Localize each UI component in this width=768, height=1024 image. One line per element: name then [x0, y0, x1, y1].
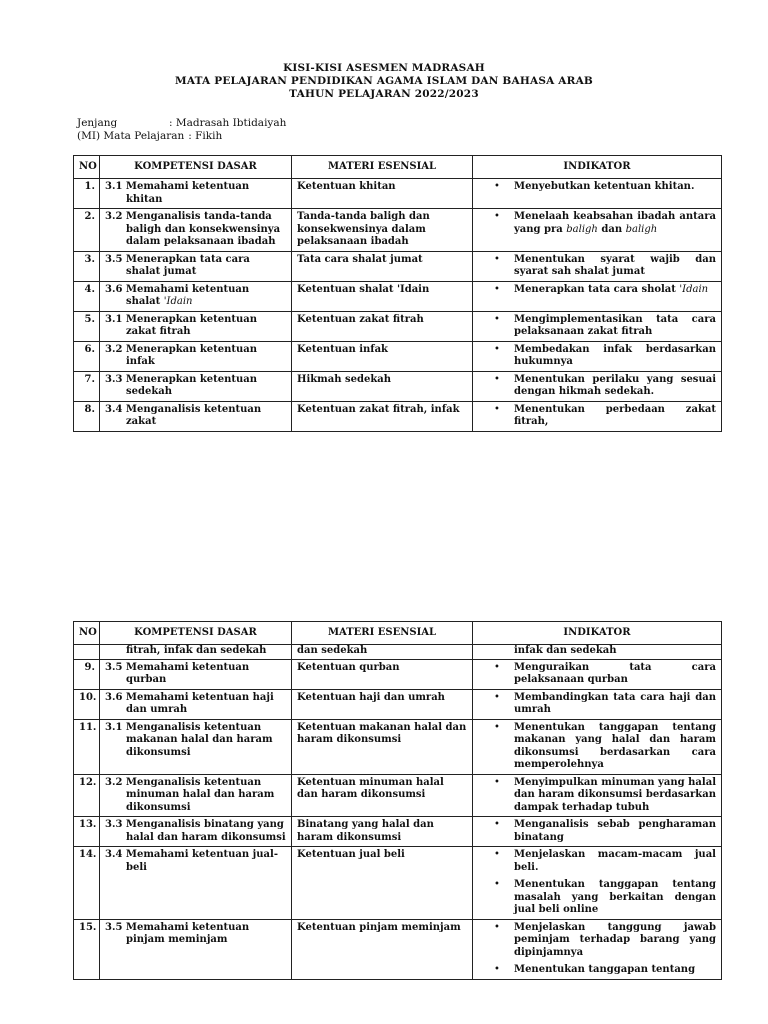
- kompetensi-text: [105, 374, 286, 399]
- indikator-list: [478, 314, 716, 339]
- cell-materi: Ketentuan zakat fitrah: [292, 311, 473, 341]
- kompetensi-number: 3.4: [105, 849, 123, 860]
- cell-no: 2.: [74, 209, 100, 252]
- kompetensi-number: 3.6: [105, 691, 123, 703]
- cell-materi: Ketentuan zakat fitrah, infak: [292, 401, 473, 431]
- cell-materi: Ketentuan jual beli: [292, 847, 473, 920]
- table-row: [74, 919, 722, 979]
- indikator-list: [478, 181, 716, 194]
- cell-indikator: [473, 817, 722, 847]
- table-row: [74, 719, 722, 774]
- kompetensi-number: 3.1: [105, 181, 123, 192]
- cell-kompetensi: [100, 401, 292, 431]
- cell-indikator: [473, 371, 722, 401]
- cell-kompetensi: [100, 251, 292, 281]
- indikator-item: • Menentukan perbedaan zakat fitrah,: [478, 404, 716, 429]
- cell-kompetensi: [100, 689, 292, 719]
- cell-kompetensi: [100, 659, 292, 689]
- table-row: [74, 179, 722, 209]
- indikator-item: • Membedakan infak berdasarkan hukumnya: [478, 344, 716, 369]
- cell-materi: Tanda-tanda baligh dan konsekwensinya dalam pelaksanaan ibadah: [292, 209, 473, 252]
- indikator-list: [478, 692, 716, 717]
- kompetensi-number: 3.5: [105, 661, 123, 673]
- cell-kompetensi: [100, 719, 292, 774]
- cell-kompetensi: [100, 311, 292, 341]
- indikator-italic: baligh: [566, 223, 598, 235]
- kompetensi-label: Menganalisis tanda-tanda baligh dan konsekwensinya dalam pelaksanaan ibadah: [125, 211, 281, 247]
- cell-no: 5.: [74, 311, 100, 341]
- kompetensi-label: Memahami ketentuan haji dan umrah: [125, 691, 274, 715]
- col-indikator: INDIKATOR: [473, 156, 722, 179]
- cell-indikator: [473, 774, 722, 817]
- cell-indikator: [473, 689, 722, 719]
- cell-no: 3.: [74, 251, 100, 281]
- cell-no: 6.: [74, 341, 100, 371]
- kisi-table-page-1: [73, 155, 722, 432]
- table-body-1: [74, 179, 722, 432]
- indikator-list: [478, 777, 716, 815]
- cell-kompetensi: [100, 209, 292, 252]
- indikator-list: [478, 211, 716, 236]
- cell-kompetensi: [100, 919, 292, 979]
- cell-materi: Ketentuan haji dan umrah: [292, 689, 473, 719]
- kompetensi-number: 3.2: [105, 343, 123, 355]
- kompetensi-number: 3.2: [105, 776, 123, 788]
- cell-materi: Ketentuan infak: [292, 341, 473, 371]
- kompetensi-label: Memahami ketentuan qurban: [125, 661, 250, 685]
- table-body-2: [74, 645, 722, 980]
- mapel-value: : Fikih: [188, 130, 223, 142]
- cell-no: 7.: [74, 371, 100, 401]
- indikator-list: [478, 662, 716, 687]
- kompetensi-text: [105, 777, 286, 815]
- cell-indikator: [473, 401, 722, 431]
- cell-materi: Ketentuan minuman halal dan haram dikonsumsi: [292, 774, 473, 817]
- kisi-table-page-2: [73, 621, 722, 980]
- cell-no: 1.: [74, 179, 100, 209]
- indikator-item: • Menjelaskan macam-macam jual beli.: [478, 849, 716, 874]
- jenjang-value: : Madrasah Ibtidaiyah: [169, 117, 287, 129]
- kompetensi-text: [105, 849, 286, 874]
- indikator-item: • Menentukan tanggapan tentang masalah yang berkaitan dengan jual beli online: [478, 879, 716, 917]
- indikator-list: [478, 922, 716, 977]
- mapel-label: (MI) Mata Pelajaran: [77, 130, 185, 142]
- kompetensi-number: 3.5: [105, 253, 123, 265]
- indikator-text: Menelaah keabsahan ibadah antara yang pra: [514, 211, 716, 235]
- table-row: [74, 341, 722, 371]
- kompetensi-text: [105, 819, 286, 844]
- table-row: [74, 817, 722, 847]
- kompetensi-number: 3.3: [105, 373, 123, 385]
- kompetensi-text: [105, 314, 286, 339]
- indikator-item: • Menyimpulkan minuman yang halal dan haram dikonsumsi berdasarkan dampak terhadap tubuh: [478, 777, 716, 815]
- indikator-item: • Menentukan syarat wajib dan syarat sah shalat jumat: [478, 254, 716, 279]
- kompetensi-number: 3.2: [105, 211, 123, 222]
- table-row: [74, 689, 722, 719]
- indikator-item: • Menentukan tanggapan tentang: [478, 964, 716, 977]
- cell-materi: Hikmah sedekah: [292, 371, 473, 401]
- indikator-italic: baligh: [625, 223, 658, 235]
- indikator-item: • Menjelaskan tanggung jawab peminjam terhadap barang yang dipinjamnya: [478, 922, 716, 960]
- cell-kompetensi: fitrah, infak dan sedekah: [100, 645, 292, 660]
- indikator-item: [478, 284, 716, 297]
- indikator-item: • Mengimplementasikan tata cara pelaksanaan zakat fitrah: [478, 314, 716, 339]
- kompetensi-label: Menganalisis ketentuan minuman halal dan haram dikonsumsi: [125, 776, 275, 813]
- cell-materi: dan sedekah: [292, 645, 473, 660]
- kompetensi-text: [105, 344, 286, 369]
- cell-no: 11.: [74, 719, 100, 774]
- indikator-item: • Membandingkan tata cara haji dan umrah: [478, 692, 716, 717]
- kompetensi-label: Menerapkan tata cara shalat jumat: [125, 253, 250, 277]
- col-kompetensi-dasar: KOMPETENSI DASAR: [100, 156, 292, 179]
- table-row: [74, 311, 722, 341]
- cell-indikator: [473, 847, 722, 920]
- kompetensi-number: 3.4: [105, 403, 123, 415]
- kompetensi-number: 3.1: [105, 313, 123, 325]
- indikator-item: • Menyebutkan ketentuan khitan.: [478, 181, 716, 194]
- cell-kompetensi: [100, 371, 292, 401]
- table-row: [74, 371, 722, 401]
- col-materi-esensial: MATERI ESENSIAL: [292, 622, 473, 645]
- indikator-text: dan: [597, 223, 626, 235]
- document-header: [0, 62, 768, 101]
- cell-materi: Ketentuan shalat 'Idain: [292, 281, 473, 311]
- cell-kompetensi: [100, 281, 292, 311]
- indikator-list: [478, 722, 716, 772]
- kompetensi-number: 3.6: [105, 283, 123, 295]
- kompetensi-number: 3.1: [105, 721, 123, 733]
- indikator-list: [478, 254, 716, 279]
- cell-no: 4.: [74, 281, 100, 311]
- cell-materi: Ketentuan pinjam meminjam: [292, 919, 473, 979]
- cell-kompetensi: [100, 774, 292, 817]
- header-line-2: MATA PELAJARAN PENDIDIKAN AGAMA ISLAM DAN BAHASA ARAB: [175, 75, 593, 87]
- kompetensi-label: Menganalisis ketentuan zakat: [125, 403, 262, 427]
- cell-materi: Ketentuan qurban: [292, 659, 473, 689]
- kompetensi-text: [105, 404, 286, 429]
- table-row: [74, 251, 722, 281]
- kompetensi-number: 3.3: [105, 819, 123, 830]
- cell-kompetensi: [100, 817, 292, 847]
- kompetensi-label: Memahami ketentuan pinjam meminjam: [125, 921, 250, 945]
- kompetensi-text: [105, 662, 286, 687]
- indikator-list: [478, 404, 716, 429]
- cell-kompetensi: [100, 847, 292, 920]
- cell-no: 12.: [74, 774, 100, 817]
- cell-no: 8.: [74, 401, 100, 431]
- col-kompetensi-dasar: KOMPETENSI DASAR: [100, 622, 292, 645]
- kompetensi-label: Menganalisis ketentuan makanan halal dan haram dikonsumsi: [125, 721, 273, 758]
- cell-indikator: [473, 719, 722, 774]
- table-row: [74, 774, 722, 817]
- kompetensi-label: Menerapkan ketentuan infak: [125, 343, 258, 367]
- col-no: NO: [74, 156, 100, 179]
- kompetensi-text: [105, 692, 286, 717]
- kompetensi-label: Memahami ketentuan shalat: [125, 283, 250, 307]
- indikator-list: [478, 374, 716, 399]
- col-materi-esensial: MATERI ESENSIAL: [292, 156, 473, 179]
- indikator-list: [478, 344, 716, 369]
- cell-no: 10.: [74, 689, 100, 719]
- cell-indikator: infak dan sedekah: [473, 645, 722, 660]
- cell-no: 9.: [74, 659, 100, 689]
- cell-indikator: [473, 659, 722, 689]
- cell-kompetensi: [100, 179, 292, 209]
- table-row: [74, 281, 722, 311]
- cell-indikator: [473, 919, 722, 979]
- indikator-item: • Menentukan perilaku yang sesuai dengan hikmah sedekah.: [478, 374, 716, 399]
- header-line-3: TAHUN PELAJARAN 2022/2023: [289, 88, 479, 100]
- indikator-italic: 'Idain: [679, 283, 709, 295]
- table-row: [74, 401, 722, 431]
- cell-indikator: [473, 251, 722, 281]
- kompetensi-text: [105, 181, 286, 206]
- indikator-list: [478, 819, 716, 844]
- cell-kompetensi: [100, 341, 292, 371]
- kompetensi-text: [105, 254, 286, 279]
- cell-indikator: [473, 209, 722, 252]
- kompetensi-text: [105, 284, 286, 309]
- indikator-item: • Menganalisis sebab pengharaman binatang: [478, 819, 716, 844]
- indikator-list: [478, 284, 716, 297]
- kompetensi-label: Memahami ketentuan jual-beli: [125, 849, 278, 873]
- cell-materi: Ketentuan makanan halal dan haram dikonsumsi: [292, 719, 473, 774]
- kompetensi-text: [105, 922, 286, 947]
- indikator-text: Menerapkan tata cara sholat: [514, 283, 680, 295]
- kompetensi-number: 3.5: [105, 921, 123, 933]
- col-no: NO: [74, 622, 100, 645]
- cell-indikator: [473, 281, 722, 311]
- col-indikator: INDIKATOR: [473, 622, 722, 645]
- table-header-row: [74, 622, 722, 645]
- cell-indikator: [473, 179, 722, 209]
- cell-indikator: [473, 311, 722, 341]
- document-meta: [77, 117, 286, 143]
- kompetensi-label: Menerapkan ketentuan zakat fitrah: [125, 313, 258, 337]
- cell-indikator: [473, 341, 722, 371]
- kompetensi-text: [105, 722, 286, 760]
- kompetensi-label: Menganalisis binatang yang halal dan haram dikonsumsi: [125, 819, 286, 843]
- cell-no: [74, 645, 100, 660]
- header-line-1: KISI-KISI ASESMEN MADRASAH: [283, 62, 485, 74]
- kompetensi-label: Menerapkan ketentuan sedekah: [125, 373, 258, 397]
- indikator-item: • Menguraikan tata cara pelaksanaan qurban: [478, 662, 716, 687]
- indikator-item: [478, 211, 716, 236]
- cell-no: 15.: [74, 919, 100, 979]
- cell-materi: Ketentuan khitan: [292, 179, 473, 209]
- jenjang-label: Jenjang: [77, 117, 118, 129]
- cell-no: 13.: [74, 817, 100, 847]
- kompetensi-label: Memahami ketentuan khitan: [125, 181, 250, 205]
- table-header-row: [74, 156, 722, 179]
- table-row: [74, 209, 722, 252]
- kompetensi-text: [105, 211, 286, 249]
- indikator-item: • Menentukan tanggapan tentang makanan yang halal dan haram dikonsumsi berdasarkan cara memperolehnya: [478, 722, 716, 772]
- table-row-continuation: [74, 645, 722, 660]
- table-row: [74, 847, 722, 920]
- kompetensi-italic: 'Idain: [163, 296, 193, 307]
- cell-no: 14.: [74, 847, 100, 920]
- indikator-list: [478, 849, 716, 917]
- cell-materi: Tata cara shalat jumat: [292, 251, 473, 281]
- cell-materi: Binatang yang halal dan haram dikonsumsi: [292, 817, 473, 847]
- table-row: [74, 659, 722, 689]
